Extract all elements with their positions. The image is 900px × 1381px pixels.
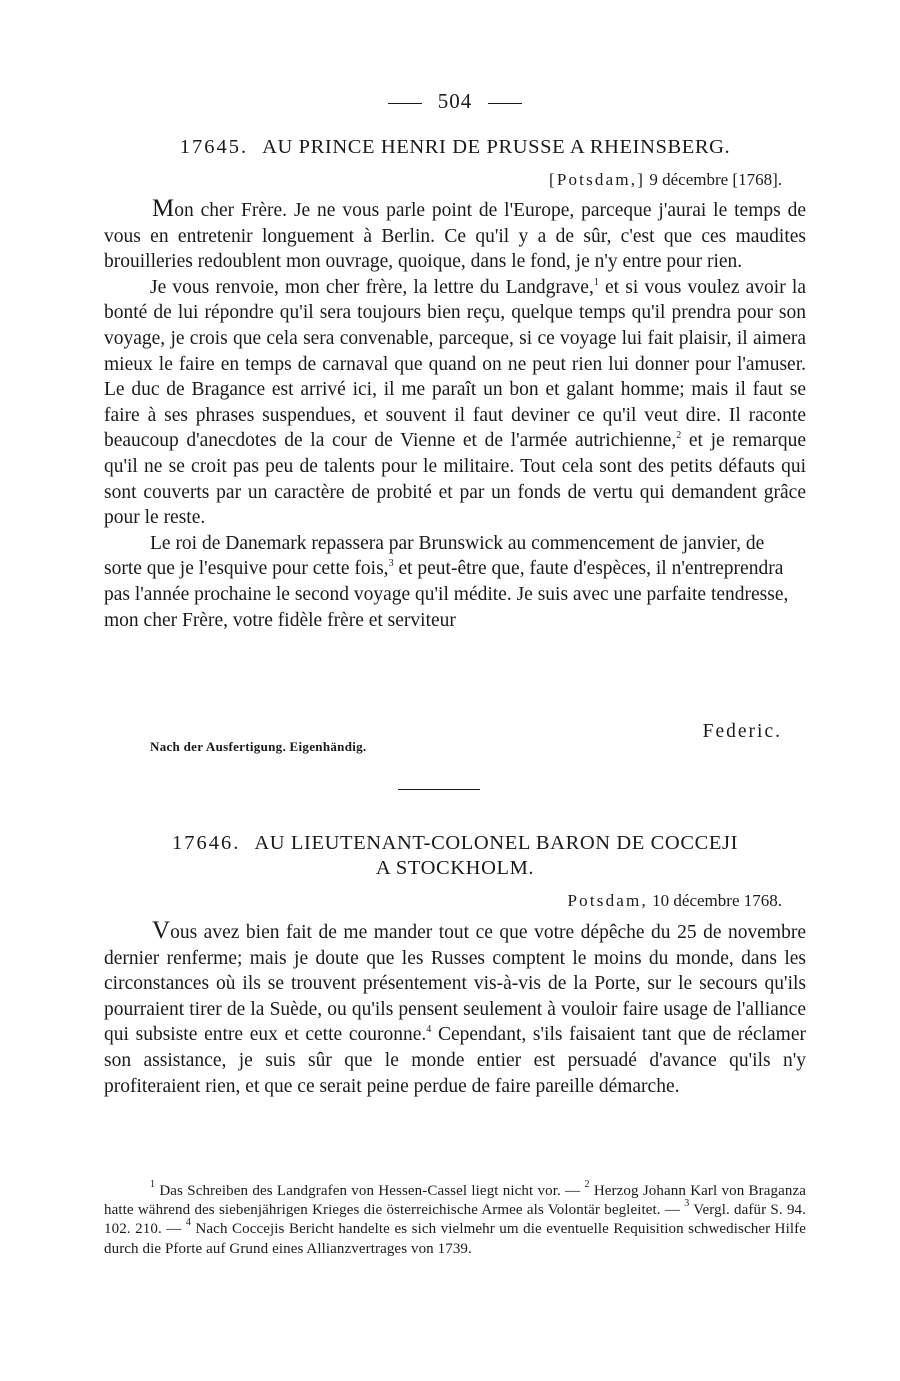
footnote-marker: 1 xyxy=(150,1179,156,1190)
footnote-marker: 2 xyxy=(584,1179,590,1190)
letter-heading-17646 xyxy=(104,831,806,881)
paragraph: Mon cher Frère. Je ne vous parle point de l'Europe, parceque j'aurai le temps de vous en entretenir longuement à Berlin. Ce qu'il y a de sûr, c'est que ces maudites brouilleries redoublent mon ouvrage, quoique, dans le fond, je n'y entre pour rien. xyxy=(104,195,806,273)
letter-heading-17645 xyxy=(104,135,806,160)
letter-title: AU LIEUTENANT-COLONEL BARON DE COCCEJI xyxy=(254,832,738,854)
letter-body-17646 xyxy=(104,918,806,1099)
dateline-place: Potsdam, xyxy=(567,891,648,910)
letter-body-17645 xyxy=(104,196,806,633)
running-head-dash-right xyxy=(488,103,522,104)
paragraph-text: Vous avez bien fait de me mander tout ce que votre dépêche du 25 de novembre dernier renferme; mais je doute que les Russes comptent le moins du monde, dans les circonstances où ils se trouvent présentement vis-à-vis de la Porte, sur le secours qu'ils pourraient tirer de la Suède, ou qu'ils pensent seulement à vouloir faire usage de l'alliance qui subsiste entre eux et cette couronne. xyxy=(104,917,806,1046)
letter-number: 17645. xyxy=(179,136,249,158)
footnote-ref: 3 xyxy=(388,558,394,570)
signature: Federic. xyxy=(702,721,782,742)
running-head xyxy=(104,86,806,116)
paragraph-text: Le roi de Danemark repassera par Brunswick au commencement de janvier, de sorte que je l'esquive pour cette fois, xyxy=(104,532,765,580)
footnote-text: Nach Coccejis Bericht handelte es sich vielmehr um die eventuelle Requisition schwedischer Hilfe durch die Pforte auf Grund eines Allianzvertrages von 1739. xyxy=(104,1221,806,1257)
paragraph xyxy=(104,275,806,531)
running-head-dash-left xyxy=(388,103,422,104)
paragraph xyxy=(104,531,806,633)
footnote-marker: 3 xyxy=(684,1198,690,1210)
footnote-marker: 4 xyxy=(185,1217,191,1229)
section-separator xyxy=(398,789,480,790)
dateline-place: [Potsdam,] xyxy=(548,170,646,189)
letter-dateline xyxy=(549,169,782,191)
dateline-date: 9 décembre [1768]. xyxy=(649,170,782,189)
page-number: 504 xyxy=(437,89,473,113)
footnote-ref: 4 xyxy=(426,1024,432,1036)
heading-line xyxy=(104,831,806,856)
dateline-date: 10 décembre 1768. xyxy=(652,891,782,910)
source-note: Nach der Ausfertigung. Eigenhändig. xyxy=(150,739,367,754)
footnotes xyxy=(104,1179,806,1259)
paragraph-text: et je remarque qu'il ne se croit pas peu de talents pour le militaire. Tout cela sont des petits défauts qui sont couverts par un caractère de probité et par un fonds de vertu qui demandent grâce pour le reste. xyxy=(104,430,807,529)
footnote-text: Das Schreiben des Landgrafen von Hessen-Cassel liegt nicht vor. — xyxy=(155,1183,585,1199)
letter-title: AU PRINCE HENRI DE PRUSSE A RHEINSBERG. xyxy=(262,136,731,158)
heading-line: A STOCKHOLM. xyxy=(375,857,535,879)
letter-dateline xyxy=(568,890,783,912)
letter-number: 17646. xyxy=(171,832,241,854)
paragraph-text: Cependant, s'ils faisaient tant que de réclamer son assistance, je suis sûr que le monde entier est persuadé d'avance qu'ils n'y profiteraient rien, et que ce serait peine perdue de faire pareille démarche. xyxy=(104,1024,806,1097)
footnote-block xyxy=(104,1179,806,1259)
footnote-text: Herzog Johann Karl von Braganza hatte während des siebenjährigen Krieges die österreichische Armee als Volontär begleitet. — xyxy=(104,1183,806,1219)
paragraph-text: et peut-être que, faute d'espèces, il n'entreprendra pas l'année prochaine le second voyage qu'il médite. Je suis avec une parfaite tendresse, mon cher Frère, votre fidèle frère et serviteur xyxy=(104,558,789,631)
footnote-ref: 1 xyxy=(593,276,599,288)
footnote-text: Vergl. dafür S. 94. 102. 210. — xyxy=(104,1202,806,1238)
paragraph-text: Je vous renvoie, mon cher frère, la lettre du Landgrave, xyxy=(150,276,594,298)
footnote-ref: 2 xyxy=(676,430,682,442)
paragraph xyxy=(104,918,806,1099)
paragraph-text: et si vous voulez avoir la bonté de lui répondre qu'il sera toujours bien reçu, quelque temps qu'il prendra pour son voyage, je crois que cela sera convenable, parceque, si ce voyage lui fait plaisir, il aimera mieux le faire en temps de carnaval que quand on ne peut rien lui donner pour l'amuser. Le duc de Bragance est arrivé ici, il me paraît un bon et galant homme; mais il faut se faire à ses phrases suspendues, et souvent il faut deviner ce qu'il veut dire. Il raconte beaucoup d'anecdotes de la cour de Vienne et de l'armée autrichienne, xyxy=(104,276,806,452)
